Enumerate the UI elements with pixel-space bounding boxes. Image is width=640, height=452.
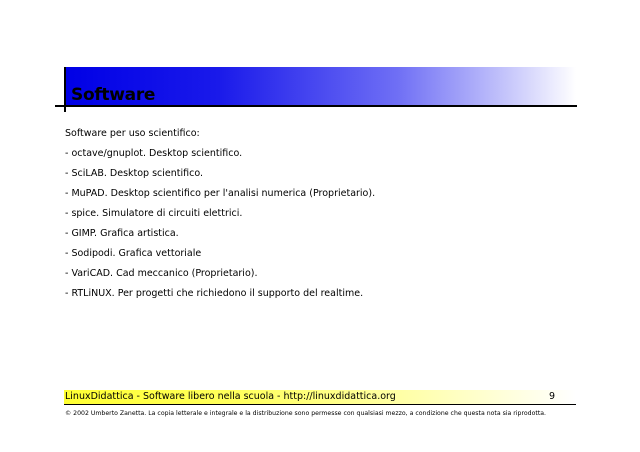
title-horizontal-rule xyxy=(55,105,577,107)
footer-text: LinuxDidattica - Software libero nella scuola - http://linuxdidattica.org xyxy=(65,391,396,402)
slide-title: Software xyxy=(71,85,156,105)
list-item: - MuPAD. Desktop scientifico per l'analisi numerica (Proprietario). xyxy=(65,188,376,199)
footer-rule xyxy=(64,404,576,405)
list-item: - spice. Simulatore di circuiti elettrici. xyxy=(65,208,243,219)
intro-line: Software per uso scientifico: xyxy=(65,128,200,139)
list-item: - Sodipodi. Grafica vettoriale xyxy=(65,248,202,259)
body-text-list xyxy=(65,124,375,304)
list-item: - GIMP. Grafica artistica. xyxy=(65,228,179,239)
list-item: - SciLAB. Desktop scientifico. xyxy=(65,168,204,179)
list-item: - VariCAD. Cad meccanico (Proprietario). xyxy=(65,268,258,279)
list-item: - octave/gnuplot. Desktop scientifico. xyxy=(65,148,243,159)
copyright-notice: © 2002 Umberto Zanetta. La copia letterale e integrale e la distribuzione sono permesse con qualsiasi mezzo, a condizione che questa nota sia riprodotta. xyxy=(65,410,546,417)
list-item: - RTLiNUX. Per progetti che richiedono il supporto del realtime. xyxy=(65,288,364,299)
page-number: 9 xyxy=(549,391,556,402)
